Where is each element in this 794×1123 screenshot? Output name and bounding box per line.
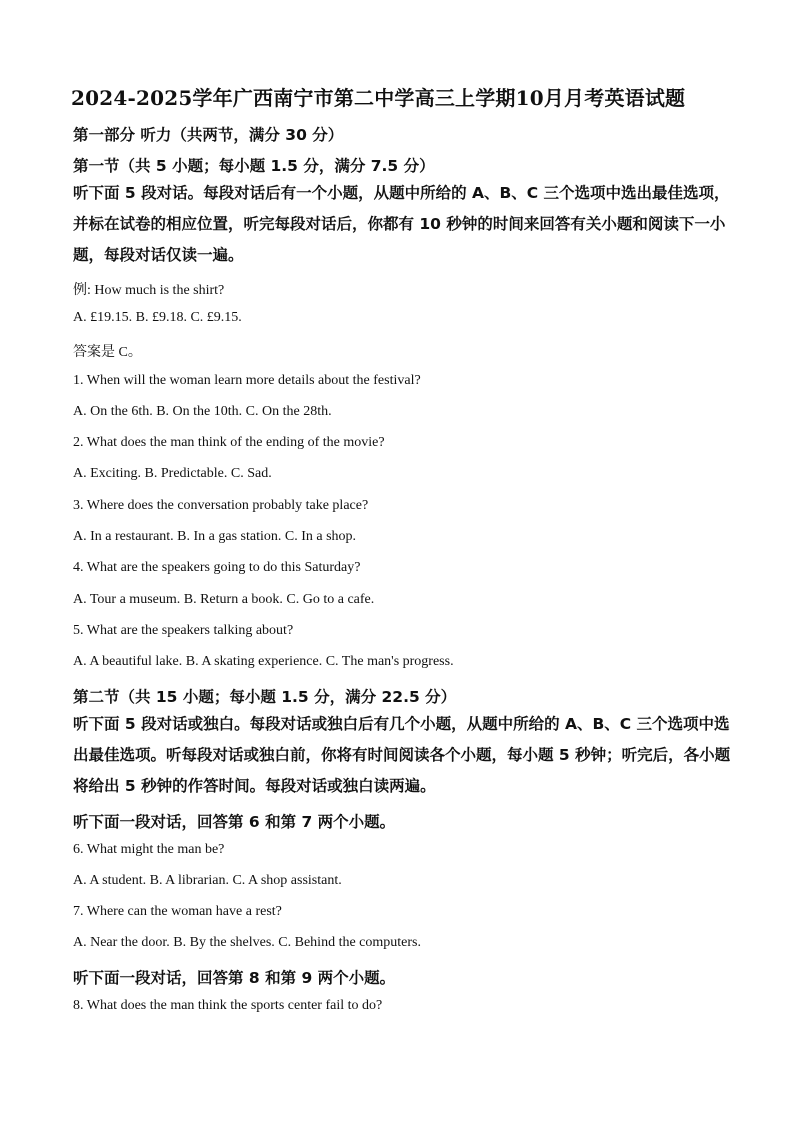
section2-instructions: 听下面 5 段对话或独白。每段对话或独白后有几个小题，从题中所给的 A、B、C 三个选项中选出最佳选项。听每段对话或独白前，你将有时间阅读各个小题，每小题 5 秒钟；听完后，各小题将给出 5 秒钟的作答时间。每段对话或独白读两遍。 xyxy=(73,715,731,795)
example-question: 例: How much is the shirt? xyxy=(73,283,225,298)
section2-heading: 第二节（共 15 小题；每小题 1.5 分，满分 22.5 分） xyxy=(73,688,457,706)
question-7: 7. Where can the woman have a rest? xyxy=(73,904,282,919)
example-options: A. £19.15. B. £9.18. C. £9.15. xyxy=(73,310,242,325)
question-4: 4. What are the speakers going to do this Saturday? xyxy=(73,560,361,575)
question-5-options: A. A beautiful lake. B. A skating experience. C. The man's progress. xyxy=(73,654,454,669)
group-8-9-heading: 听下面一段对话，回答第 8 和第 9 两个小题。 xyxy=(73,969,396,987)
example-answer: 答案是 C。 xyxy=(73,345,142,360)
question-4-options: A. Tour a museum. B. Return a book. C. Go to a cafe. xyxy=(73,592,375,607)
question-1: 1. When will the woman learn more details about the festival? xyxy=(73,373,421,388)
question-1-options: A. On the 6th. B. On the 10th. C. On the 28th. xyxy=(73,404,332,419)
question-7-options: A. Near the door. B. By the shelves. C. Behind the computers. xyxy=(73,935,421,950)
section1-heading: 第一节（共 5 小题；每小题 1.5 分，满分 7.5 分） xyxy=(73,157,435,175)
question-3: 3. Where does the conversation probably take place? xyxy=(73,498,369,513)
question-8: 8. What does the man think the sports center fail to do? xyxy=(73,998,383,1013)
section1-instructions: 听下面 5 段对话。每段对话后有一个小题，从题中所给的 A、B、C 三个选项中选出最佳选项，并标在试卷的相应位置，听完每段对话后，你都有 10 秒钟的时间来回答有关小题和阅读下一小题，每段对话仅读一遍。 xyxy=(73,184,730,264)
question-2-options: A. Exciting. B. Predictable. C. Sad. xyxy=(73,466,272,481)
question-6-options: A. A student. B. A librarian. C. A shop assistant. xyxy=(73,873,342,888)
question-6: 6. What might the man be? xyxy=(73,842,225,857)
question-3-options: A. In a restaurant. B. In a gas station. C. In a shop. xyxy=(73,529,357,544)
part1-heading: 第一部分 听力（共两节，满分 30 分） xyxy=(73,126,344,144)
question-2: 2. What does the man think of the ending of the movie? xyxy=(73,435,385,450)
question-5: 5. What are the speakers talking about? xyxy=(73,623,294,638)
group-6-7-heading: 听下面一段对话，回答第 6 和第 7 两个小题。 xyxy=(73,813,396,831)
page-title: 2024-2025学年广西南宁市第二中学高三上学期10月月考英语试题 xyxy=(71,86,686,110)
